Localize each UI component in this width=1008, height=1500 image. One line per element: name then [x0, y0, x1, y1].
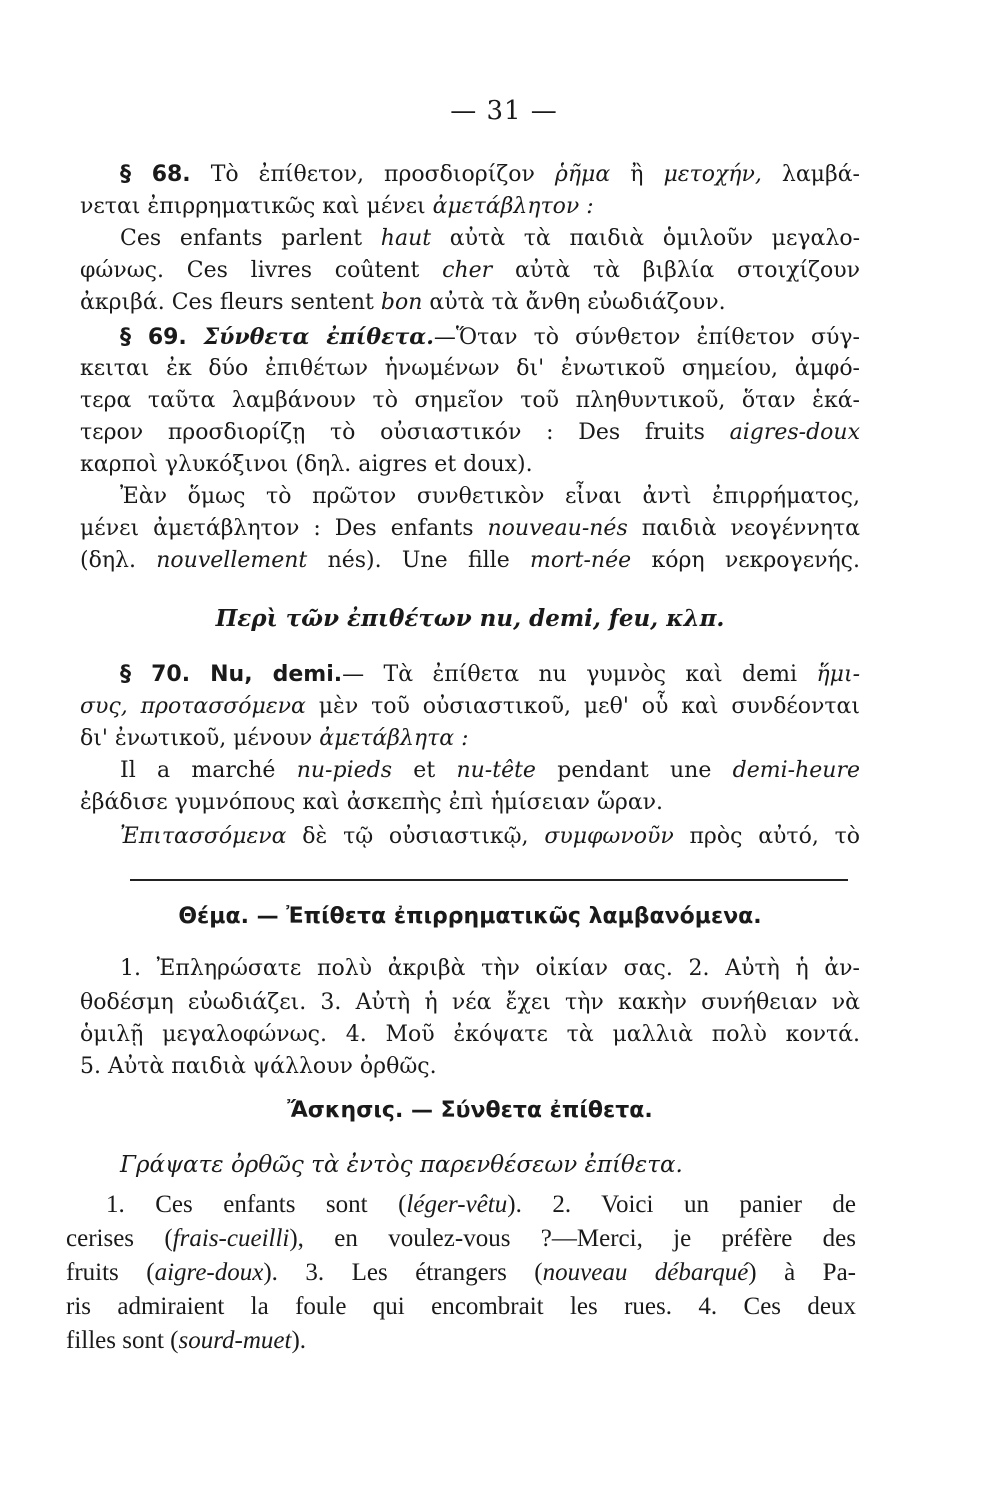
s70-line-1: § 70. Nu, demi.— Τὰ ἐπίθετα nu γυμνὸς καὶ demi ἥμι-	[120, 662, 861, 687]
s69-line-1: § 69. Σύνθετα ἐπίθετα.—Ὅταν τὸ σύνθετον ἐπίθετον σύγ-	[120, 324, 860, 350]
s70-line-6: Ἐπιτασσόμενα δὲ τῷ οὐσιαστικῷ, συμφωνοῦν πρὸς αὐτό, τὸ	[120, 824, 861, 849]
s68-line-1: § 68. Τὸ ἐπίθετον, προσδιορίζον ῥῆμα ἢ μετοχήν, λαμβά-	[120, 162, 860, 187]
askesis-heading: Ἄσκησις. — Σύνθετα ἐπίθετα.	[287, 1098, 653, 1123]
s70-line-5: ἐβάδισε γυμνόπους καὶ ἀσκεπὴς ἐπὶ ἡμίσειαν ὥραν.	[80, 790, 664, 815]
thema-line-1: 1. Ἐπληρώσατε πολὺ ἀκριβὰ τὴν οἰκίαν σας. 2. Αὐτὴ ἡ ἀν-	[120, 956, 860, 981]
section-number-69: § 69.	[120, 325, 187, 350]
s68-line-5: ἀκριβά. Ces fleurs sentent bon αὐτὰ τὰ ἄνθη εὐωδιάζουν.	[80, 290, 726, 315]
thema-line-3: ὁμιλῇ μεγαλοφώνως. 4. Μοῦ ἐκόψατε τὰ μαλλιὰ πολὺ κοντά.	[80, 1022, 860, 1047]
s68-line-2: νεται ἐπιρρηματικῶς καὶ μένει ἀμετάβλητον :	[80, 194, 594, 219]
askesis-line-4: ris admiraient la foule qui encombrait les rues. 4. Ces deux	[66, 1293, 856, 1320]
subheading: Περὶ τῶν ἐπιθέτων nu, demi, feu, κλπ.	[215, 605, 725, 632]
s69-line-3: τερα ταῦτα λαμβάνουν τὸ σημεῖον τοῦ πληθυντικοῦ, ὅταν ἑκά-	[80, 388, 860, 413]
askesis-line-1: 1. Ces enfants sont (léger-vêtu). 2. Voici un panier de	[106, 1191, 856, 1218]
thema-heading: Θέμα. — Ἐπίθετα ἐπιρρηματικῶς λαμβανόμενα.	[178, 904, 762, 929]
s69-line-8: (δηλ. nouvellement nés). Une fille mort-née κόρη νεκρογενής.	[80, 548, 860, 573]
s70-line-2: συς, προτασσόμενα μὲν τοῦ οὐσιαστικοῦ, μεθ' οὗ καὶ συνδέονται	[80, 694, 860, 719]
divider-rule	[130, 879, 848, 881]
s69-line-4: τερον προσδιορίζῃ τὸ οὐσιαστικόν : Des fruits aigres-doux	[80, 420, 860, 445]
askesis-line-5: filles sont (sourd-muet).	[66, 1327, 307, 1354]
section-title-69: Σύνθετα ἐπίθετα.	[186, 324, 434, 350]
thema-line-2: θοδέσμη εὐωδιάζει. 3. Αὐτὴ ἡ νέα ἔχει τὴν κακὴν συνήθειαν νὰ	[80, 990, 860, 1015]
thema-line-4: 5. Αὐτὰ παιδιὰ ψάλλουν ὀρθῶς.	[80, 1054, 437, 1079]
s69-line-6: Ἐὰν ὅμως τὸ πρῶτον συνθετικὸν εἶναι ἀντὶ ἐπιρρήματος,	[120, 484, 860, 509]
s70-line-3: δι' ἐνωτικοῦ, μένουν ἀμετάβλητα :	[80, 726, 469, 751]
section-number-68: § 68.	[120, 162, 191, 187]
askesis-line-2: cerises (frais-cueilli), en voulez-vous ?—Merci, je préfère des	[66, 1225, 856, 1252]
s69-line-2: κειται ἐκ δύο ἐπιθέτων ἡνωμένων δι' ἐνωτικοῦ σημείου, ἀμφό-	[80, 356, 860, 381]
s68-line-3: Ces enfants parlent haut αὐτὰ τὰ παιδιὰ ὁμιλοῦν μεγαλο-	[120, 226, 860, 251]
s70-line-4: Il a marché nu-pieds et nu-tête pendant une demi-heure	[120, 758, 860, 783]
s68-line-4: φώνως. Ces livres coûtent cher αὐτὰ τὰ βιβλία στοιχίζουν	[80, 258, 860, 283]
askesis-line-3: fruits (aigre-doux). 3. Les étrangers (nouveau débarqué) à Pa-	[66, 1259, 856, 1286]
askesis-instruction: Γράψατε ὀρθῶς τὰ ἐντὸς παρενθέσεων ἐπίθετα.	[120, 1152, 683, 1178]
s69-line-5: καρποὶ γλυκόξινοι (δηλ. aigres et doux).	[80, 452, 533, 477]
page-number: — 31 —	[450, 96, 558, 126]
section-number-70: § 70. Nu, demi.	[120, 662, 343, 687]
s69-line-7: μένει ἀμετάβλητον : Des enfants nouveau-nés παιδιὰ νεογέννητα	[80, 516, 860, 541]
